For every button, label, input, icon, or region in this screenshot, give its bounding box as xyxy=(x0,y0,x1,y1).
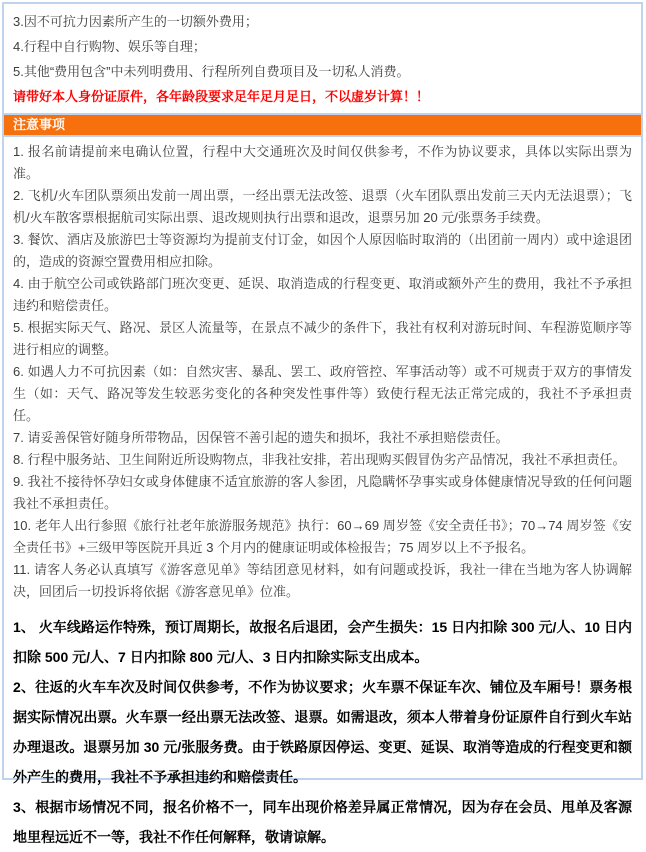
train-term-item: 3、根据市场情况不同，报名价格不一，同车出现价格差异属正常情况，因为存在会员、甩单及客源地里程远近不一等，我社不作任何解释，敬请谅解。 xyxy=(13,799,632,845)
notice-item: 4. 由于航空公司或铁路部门班次变更、延误、取消造成的行程变更、取消或额外产生的费用，我社不予承担违约和赔偿责任。 xyxy=(13,276,632,313)
notice-item: 9. 我社不接待怀孕妇女或身体健康不适宜旅游的客人参团，凡隐瞒怀孕事实或身体健康情况导致的任何问题我社不承担责任。 xyxy=(13,474,632,511)
notice-item: 3. 餐饮、酒店及旅游巴士等资源均为提前支付订金，如因个人原因临时取消的（出团前一周内）或中途退团的，造成的资源空置费用相应扣除。 xyxy=(13,232,632,269)
notice-item: 7. 请妥善保管好随身所带物品，因保管不善引起的遗失和损坏，我社不承担赔偿责任。 xyxy=(13,430,509,445)
notice-item: 8. 行程中服务站、卫生间附近所设购物点，非我社安排，若出现购买假冒伪劣产品情况，我社不承担责任。 xyxy=(13,452,626,467)
notice-section-header: 注意事项 xyxy=(4,113,641,137)
notice-item: 11. 请客人务必认真填写《游客意见单》等结团意见材料，如有问题或投诉，我社一律在当地为客人协调解决，回团后一切投诉将依据《游客意见单》位准。 xyxy=(13,562,632,599)
notice-item: 2. 飞机/火车团队票须出发前一周出票，一经出票无法改签、退票（火车团队票出发前三天内无法退票）；飞机/火车散客票根据航司实际出票、退改规则执行出票和退改，退票另加 20 元/张票务手续费。 xyxy=(13,188,632,225)
exclusion-item: 4.行程中自行购物、娱乐等自理； xyxy=(13,39,206,54)
id-card-warning: 请带好本人身份证原件，各年龄段要求足年足月足日，不以虚岁计算！！ xyxy=(13,89,430,104)
fee-exclusions-section xyxy=(4,4,641,109)
exclusion-item: 5.其他“费用包含”中未列明费用、行程所列自费项目及一切私人消费。 xyxy=(13,64,410,79)
notice-items-section xyxy=(4,137,641,603)
train-term-item: 2、往返的火车车次及时间仅供参考，不作为协议要求；火车票不保证车次、铺位及车厢号！票务根据实际情况出票。火车票一经出票无法改签、退票。如需退改，须本人带着身份证原件自行到火车站办理退改。退票另加 30 元/张服务费。由于铁路原因停运、变更、延误、取消等造成的行程变更和额外产生的费用，我社不予承担违约和赔偿责任。 xyxy=(13,679,632,785)
notice-item: 10. 老年人出行参照《旅行社老年旅游服务规范》执行：60→69 周岁签《安全责任书》；70→74 周岁签《安全责任书》+三级甲等医院开具近 3 个月内的健康证明或体检报告；75 周岁以上不予报名。 xyxy=(13,518,632,555)
train-terms-section xyxy=(4,603,641,852)
exclusion-item: 3.因不可抗力因素所产生的一切额外费用； xyxy=(13,14,258,29)
terms-panel xyxy=(2,2,643,845)
train-term-item: 1、 火车线路运作特殊，预订周期长，故报名后退团，会产生损失：15 日内扣除 300 元/人、10 日内扣除 500 元/人、7 日内扣除 800 元/人、3 日内扣除实际支出成本。 xyxy=(13,619,632,665)
notice-item: 5. 根据实际天气、路况、景区人流量等，在景点不减少的条件下，我社有权利对游玩时间、车程游览顺序等进行相应的调整。 xyxy=(13,320,632,357)
notice-item: 1. 报名前请提前来电确认位置，行程中大交通班次及时间仅供参考，不作为协议要求，具体以实际出票为准。 xyxy=(13,144,632,181)
notice-item: 6. 如遇人力不可抗因素（如：自然灾害、暴乱、罢工、政府管控、军事活动等）或不可规责于双方的事情发生（如：天气、路况等发生较恶劣变化的各种突发性事件等）致使行程无法正常完成的，我社不予承担责任。 xyxy=(13,364,632,423)
